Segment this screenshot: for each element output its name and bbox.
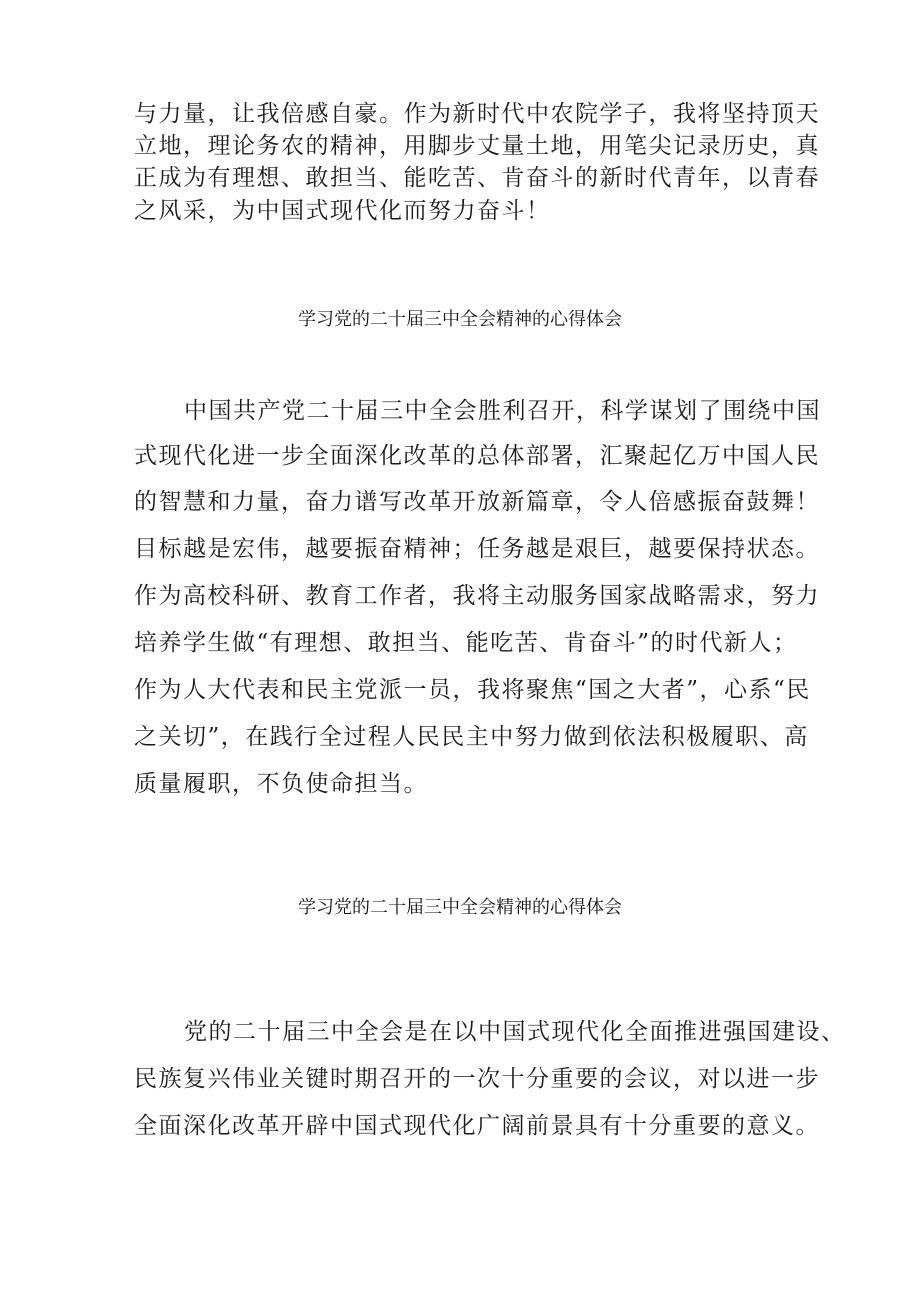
paragraph-line: 目标越是宏伟，越要振奋精神；任务越是艰巨，越要保持状态。: [134, 536, 820, 562]
paragraph-line: 作为高校科研、教育工作者，我将主动服务国家战略需求，努力: [134, 583, 820, 609]
paragraph-line: 之关切”，在践行全过程人民民主中努力做到依法积极履职、高: [134, 724, 809, 750]
paragraph-line: 作为人大代表和民主党派一员，我将聚焦“国之大者”，心系“民: [134, 677, 811, 703]
paragraph-line: 式现代化进一步全面深化改革的总体部署，汇聚起亿万中国人民: [134, 443, 820, 469]
section-heading: 学习党的二十届三中全会精神的心得体会: [298, 897, 622, 918]
section-heading: 学习党的二十届三中全会精神的心得体会: [298, 309, 622, 330]
paragraph-line: 的智慧和力量，奋力谱写改革开放新篇章，令人倍感振奋鼓舞！: [134, 489, 820, 515]
paragraph-line: 民族复兴伟业关键时期召开的一次十分重要的会议，对以进一步: [134, 1066, 820, 1092]
paragraph-line: 质量履职，不负使命担当。: [134, 771, 428, 797]
paragraph-line: 正成为有理想、敢担当、能吃苦、肯奋斗的新时代青年，以青春: [134, 165, 820, 191]
paragraph-line: 全面深化改革开辟中国式现代化广阔前景具有十分重要的意义。: [134, 1113, 820, 1139]
paragraph-line: 与力量，让我倍感自豪。作为新时代中农院学子，我将坚持顶天: [134, 101, 820, 127]
paragraph-line: 培养学生做“有理想、敢担当、能吃苦、肯奋斗”的时代新人；: [134, 630, 798, 656]
paragraph-line: 之风采，为中国式现代化而努力奋斗！: [134, 198, 551, 224]
paragraph-line: 立地，理论务农的精神，用脚步丈量土地，用笔尖记录历史，真: [134, 133, 820, 159]
paragraph-line: 党的二十届三中全会是在以中国式现代化全面推进强国建设、: [184, 1019, 846, 1045]
paragraph-line: 中国共产党二十届三中全会胜利召开，科学谋划了围绕中国: [184, 398, 821, 424]
